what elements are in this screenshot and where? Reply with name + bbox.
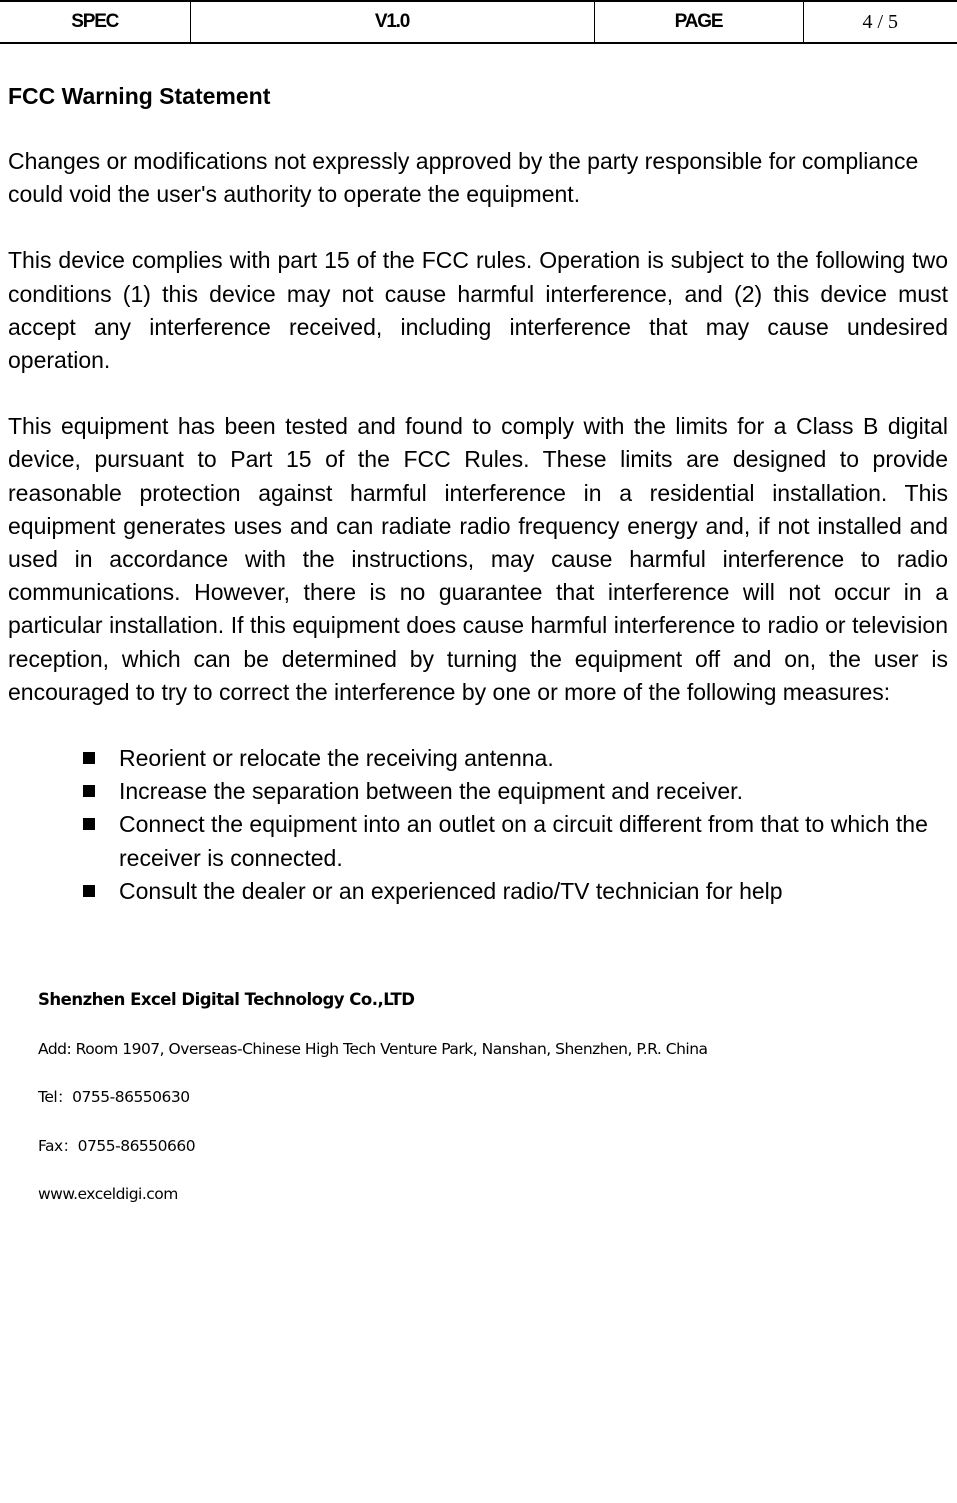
paragraph-part15: This device complies with part 15 of the FCC rules. Operation is subject to the following two conditions (1) this device may not cause harmful interference, and (2) this device must accept any interference received, including interference that may cause undesired operation. <box>8 247 948 374</box>
measure-text: Consult the dealer or an experienced radio/TV technician for help <box>119 877 783 904</box>
square-bullet-icon <box>83 818 95 830</box>
company-website: www.exceldigi.com <box>38 1185 178 1203</box>
version-label: V1.0 <box>190 1 594 43</box>
company-tel: Tel：0755-86550630 <box>38 1088 190 1106</box>
square-bullet-icon <box>83 885 95 897</box>
company-address: Add: Room 1907, Overseas-Chinese High Tech Venture Park, Nanshan, Shenzhen, P.R. China <box>38 1039 708 1058</box>
measures-list <box>8 742 948 908</box>
company-info <box>38 985 918 1228</box>
list-item <box>82 808 948 874</box>
company-name: Shenzhen Excel Digital Technology Co.,LTD <box>38 990 415 1009</box>
measure-text: Connect the equipment into an outlet on a circuit different from that to which the receiver is connected. <box>119 811 928 871</box>
company-fax: Fax：0755-86550660 <box>38 1136 196 1155</box>
measure-text: Increase the separation between the equipment and receiver. <box>119 778 743 805</box>
square-bullet-icon <box>83 785 95 797</box>
spec-label: SPEC <box>0 1 190 43</box>
paragraph-class-b: This equipment has been tested and found to comply with the limits for a Class B digital device, pursuant to Part 15 of the FCC Rules. These limits are designed to provide reasonable protection against harmful interference in a residential installation. This equipment generates uses and can radiate radio frequency energy and, if not installed and used in accordance with the instructions, may cause harmful interference to radio communications. However, there is no guarantee that interference will not occur in a particular installation. If this equipment does cause harmful interference to radio or television reception, which can be determined by turning the equipment off and on, the user is encouraged to try to correct the interference by one or more of the following measures: <box>8 413 948 705</box>
list-item <box>82 775 948 808</box>
paragraph-modifications: Changes or modifications not expressly approved by the party responsible for compliance could void the user's authority to operate the equipment. <box>8 148 919 208</box>
list-item <box>82 875 948 908</box>
spec-header-row <box>0 1 957 43</box>
measure-text: Reorient or relocate the receiving antenna. <box>119 745 554 772</box>
page-number: 4 / 5 <box>803 1 957 43</box>
page-title: FCC Warning Statement <box>8 83 271 109</box>
page-label: PAGE <box>594 1 803 43</box>
document-body <box>8 80 948 908</box>
list-item <box>82 742 948 775</box>
square-bullet-icon <box>83 752 95 764</box>
spec-header-table <box>0 0 957 44</box>
